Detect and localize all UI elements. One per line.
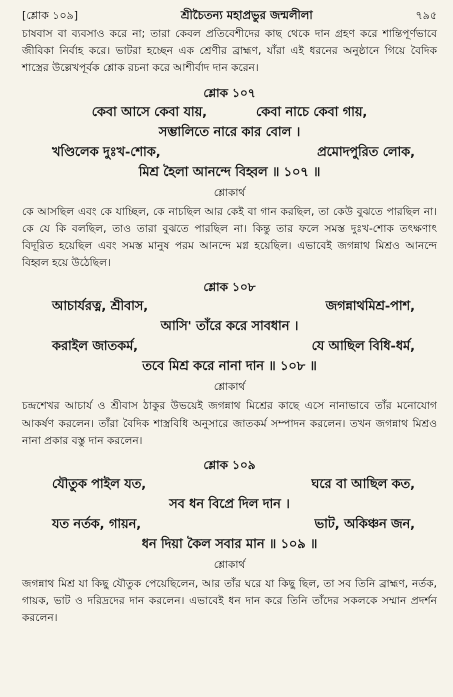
verse-line-left: খণ্ডিলেক দুঃখ-শোক, xyxy=(52,144,161,160)
verse-line-left: যত নর্তক, গায়ন, xyxy=(52,517,142,533)
verse-line: তবে মিশ্র করে নানা দান ॥ ১০৮ ॥ xyxy=(142,359,317,375)
verse-section xyxy=(22,455,437,628)
verse-line-left: করাইল জাতকর্ম, xyxy=(52,339,139,355)
page-number: ৭৯৫ xyxy=(415,9,437,22)
translation-paragraph: কে আসছিল এবং কে যাচ্ছিল, কে নাচছিল আর কেই বা গান করছিল, তা কেউ বুঝতে পারছিল না। কে যে কি বলছিল, তাও তারা বুঝতে পারছিল না। কিন্তু তার ফলে সমস্ত দুঃখ-শোক তৎক্ষণাৎ বিদূরিত হয়েছিল এবং সমস্ত মানুষ পরম আনন্দে মগ্ন হয়েছিল। এভাবেই জগন্নাথ মিশ্রও আনন্দে বিহ্বল হয়ে উঠেছিল। xyxy=(22,205,437,270)
verse-line: আসি' তাঁরে করে সাবধান । xyxy=(160,319,299,335)
translation-heading: শ্লোকার্থ xyxy=(213,381,246,394)
verse-line: সব ধন বিপ্রে দিল দান । xyxy=(169,497,290,513)
header-verse-ref: [শ্লোক ১০৯] xyxy=(22,9,79,22)
verse-line xyxy=(22,297,437,317)
verse-line xyxy=(22,337,437,357)
verse-heading: শ্লোক ১০৯ xyxy=(203,458,256,473)
translation-paragraph: চন্দ্রশেখর আচার্য ও শ্রীবাস ঠাকুর উভয়েই জগন্নাথ মিশ্রের কাছে এসে নানাভাবে তাঁর মনোযোগ আকর্ষণ করলেন। তাঁরা বৈদিক শাস্ত্রবিধি অনুসারে জাতকর্ম সম্পাদন করলেন। তখন জগন্নাথ মিশ্রও নানা প্রকার বস্তু দান করলেন। xyxy=(22,400,437,447)
verse-line: ধন দিয়া কৈল সবার মান ॥ ১০৯ ॥ xyxy=(141,537,318,553)
verse-line xyxy=(22,515,437,535)
verse-line-left: আচার্যরত্ন, শ্রীবাস, xyxy=(52,299,149,315)
verses-container xyxy=(22,83,437,628)
verse-section xyxy=(22,83,437,273)
verse-line-right: প্রমোদপুরিত লোক, xyxy=(317,144,415,160)
verse-line-right: জগন্নাথমিশ্র-পাশ, xyxy=(325,299,415,315)
verse-line-right: ভাট, অকিঞ্চন জন, xyxy=(314,517,415,533)
translation-heading: শ্লোকার্থ xyxy=(213,559,246,572)
verse-line: কেবা আসে কেবা যায়, কেবা নাচে কেবা গায়, xyxy=(91,104,368,120)
header-chapter-title: শ্রীচৈতন্য মহাপ্রভুর জন্মলীলা xyxy=(180,8,313,22)
verse-line: মিশ্র হৈলা আনন্দে বিহ্বল ॥ ১০৭ ॥ xyxy=(138,164,321,180)
verse-line xyxy=(22,475,437,495)
translation-paragraph: জগন্নাথ মিশ্র যা কিছু যৌতুক পেয়েছিলেন, আর তাঁর ঘরে যা কিছু ছিল, তা সব তিনি ব্রাহ্মণ, নর্তক, গায়ক, ভাট ও দরিদ্রদের দান করলেন। এভাবেই ধন দান করে তিনি তাঁদের সকলকে সম্মান প্রদর্শন করলেন। xyxy=(22,578,437,625)
verse-section xyxy=(22,277,437,450)
verse-line-left: যৌতুক পাইল যত, xyxy=(52,477,147,493)
translation-heading: শ্লোকার্থ xyxy=(213,186,246,199)
verse-heading: শ্লোক ১০৮ xyxy=(203,280,256,295)
verse-line xyxy=(22,143,437,163)
verse-line: সম্ভালিতে নারে কার বোল । xyxy=(158,124,301,140)
verse-line-right: ঘরে বা আছিল কত, xyxy=(311,477,415,493)
verse-heading: শ্লোক ১০৭ xyxy=(203,85,256,100)
verse-line-right: যে আছিল বিধি-ধর্ম, xyxy=(311,339,415,355)
running-header xyxy=(22,6,437,24)
intro-paragraph: চাষবাস বা ব্যবসাও করে না; তারা কেবল প্রতিবেশীদের কাছ থেকে দান গ্রহণ করে শান্তিপূর্ণভাবে জীবিকা নির্বাহ করে। ভাটরা হচ্ছেন এক শ্রেণীর ব্রাহ্মণ, যাঁরা এই ধরনের অনুষ্ঠানে গিয়ে বৈদিক শাস্ত্রের উল্লেখপূর্বক শ্লোক রচনা করে আশীর্বাদ দান করেন। xyxy=(22,28,437,75)
